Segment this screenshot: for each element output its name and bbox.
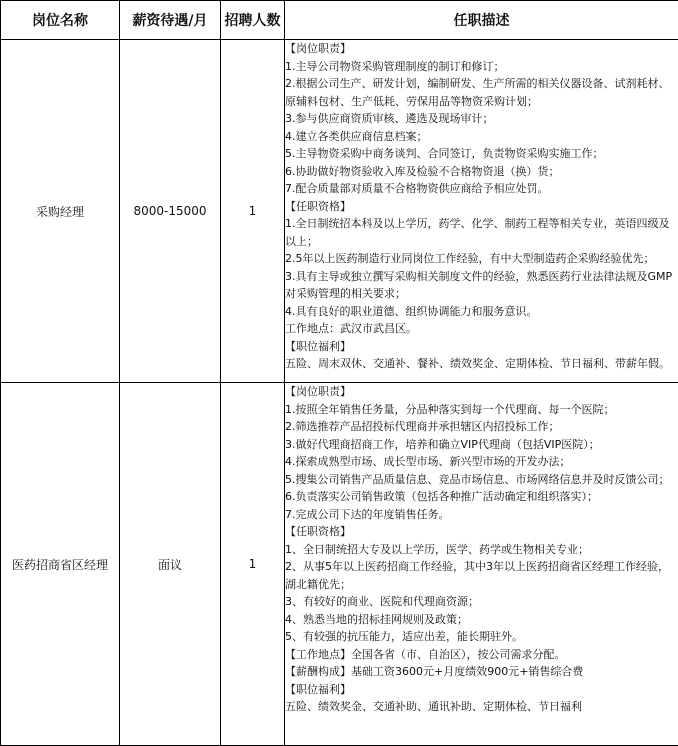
description-line: 1、全日制统招大专及以上学历，医学、药学或生物相关专业； — [285, 541, 678, 559]
job-description — [285, 40, 678, 383]
description-line: 【岗位职责】 — [285, 40, 678, 58]
description-line: 【任职资格】 — [285, 198, 678, 216]
job-description — [285, 383, 678, 746]
description-line: 2、从事5年以上医药招商工作经验，其中3年以上医药招商省区经理工作经验，湖北籍优先； — [285, 558, 678, 593]
description-line: 3.具有主导或独立撰写采购相关制度文件的经验，熟悉医药行业法律法规及GMP对采购管理的相关要求； — [285, 268, 678, 303]
description-line: 7.完成公司下达的年度销售任务。 — [285, 506, 678, 524]
description-line: 5.搜集公司销售产品质量信息、竞品市场信息、市场网络信息并及时反馈公司； — [285, 471, 678, 489]
position-title: 医药招商省区经理 — [1, 383, 120, 746]
salary-value: 8000-15000 — [120, 40, 221, 383]
description-line: 4.具有良好的职业道德、组织协调能力和服务意识。 — [285, 303, 678, 321]
header-position: 岗位名称 — [1, 1, 120, 40]
description-line: 五险、绩效奖金、交通补助、通讯补助、定期体检、节日福利 — [285, 698, 678, 716]
description-line: 【职位福利】 — [285, 338, 678, 356]
header-row — [1, 1, 678, 40]
position-title: 采购经理 — [1, 40, 120, 383]
header-description: 任职描述 — [285, 1, 678, 40]
hire-count: 1 — [221, 383, 285, 746]
description-line: 【薪酬构成】基础工资3600元+月度绩效900元+销售综合费 — [285, 663, 678, 681]
description-line: 6.协助做好物资验收入库及检验不合格物资退（换）货； — [285, 163, 678, 181]
description-line: 4.建立各类供应商信息档案； — [285, 128, 678, 146]
table-row — [1, 383, 678, 746]
description-line: 【职位福利】 — [285, 681, 678, 699]
description-line: 1.全日制统招本科及以上学历，药学、化学、制药工程等相关专业，英语四级及以上； — [285, 215, 678, 250]
description-line: 1.主导公司物资采购管理制度的制订和修订； — [285, 58, 678, 76]
description-line: 五险、周末双休、交通补、餐补、绩效奖金、定期体检、节日福利、带薪年假。 — [285, 355, 678, 373]
description-line: 1.按照全年销售任务量，分品种落实到每一个代理商、每一个医院； — [285, 401, 678, 419]
header-count: 招聘人数 — [221, 1, 285, 40]
description-line: 4、熟悉当地的招标挂网规则及政策； — [285, 611, 678, 629]
description-line: 【岗位职责】 — [285, 383, 678, 401]
hire-count: 1 — [221, 40, 285, 383]
description-line: 【任职资格】 — [285, 523, 678, 541]
description-line: 3.做好代理商招商工作，培养和确立VIP代理商（包括VIP医院）； — [285, 436, 678, 454]
description-line: 3.参与供应商资质审核、遴选及现场审计； — [285, 110, 678, 128]
header-salary: 薪资待遇/月 — [120, 1, 221, 40]
description-line: 6.负责落实公司销售政策（包括各种推广活动确定和组织落实）； — [285, 488, 678, 506]
table-row — [1, 40, 678, 383]
description-line: 【工作地点】全国各省（市、自治区），按公司需求分配。 — [285, 646, 678, 664]
description-line: 5、有较强的抗压能力，适应出差，能长期驻外。 — [285, 628, 678, 646]
description-line: 2.筛选推荐产品招投标代理商并承担辖区内招投标工作； — [285, 418, 678, 436]
description-line: 5.主导物资采购中商务谈判、合同签订，负责物资采购实施工作； — [285, 145, 678, 163]
description-line: 工作地点：武汉市武昌区。 — [285, 320, 678, 338]
description-line: 2.根据公司生产、研发计划，编制研发、生产所需的相关仪器设备、试剂耗材、原辅料包材、生产低耗、劳保用品等物资采购计划； — [285, 75, 678, 110]
description-line: 2.5年以上医药制造行业同岗位工作经验，有中大型制造药企采购经验优先； — [285, 250, 678, 268]
description-line: 4.探索成熟型市场、成长型市场、新兴型市场的开发办法； — [285, 453, 678, 471]
salary-value: 面议 — [120, 383, 221, 746]
description-line: 3、有较好的商业、医院和代理商资源； — [285, 593, 678, 611]
description-line: 7.配合质量部对质量不合格物资供应商给予相应处罚。 — [285, 180, 678, 198]
